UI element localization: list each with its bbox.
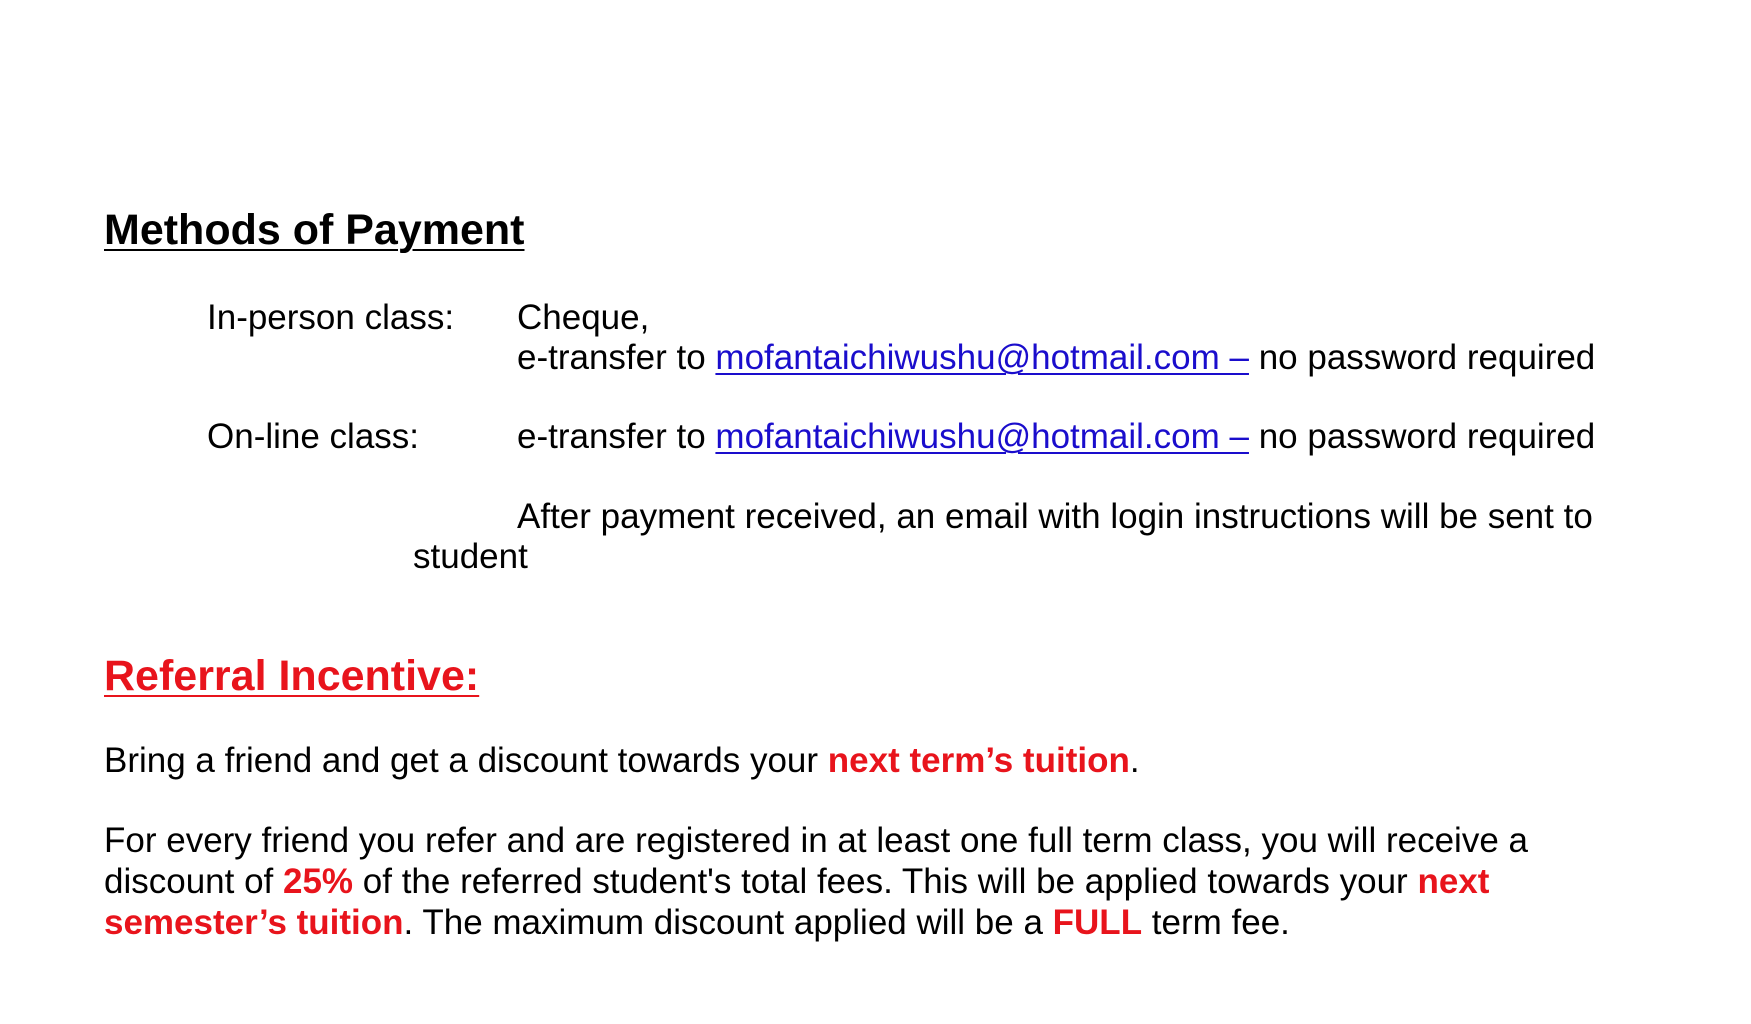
- etransfer-prefix: e-transfer to: [517, 417, 716, 456]
- referral-p2-highlight-next: next: [1417, 862, 1490, 901]
- referral-p1-suffix: .: [1129, 741, 1140, 780]
- payment-note-line2: student: [413, 537, 528, 576]
- payment-heading: Methods of Payment: [104, 206, 525, 254]
- payment-note-line1: After payment received, an email with login instructions will be sent to: [517, 497, 1593, 536]
- in-person-email-link[interactable]: mofantaichiwushu@hotmail.com –: [715, 338, 1249, 377]
- in-person-label: In-person class:: [207, 298, 455, 337]
- referral-paragraph-1: [104, 740, 1140, 781]
- etransfer-prefix: e-transfer to: [517, 338, 716, 377]
- referral-p2-text: discount of: [104, 862, 283, 901]
- referral-p1-prefix: Bring a friend and get a discount towards your: [104, 741, 828, 780]
- referral-paragraph-2-line3: [104, 902, 1290, 943]
- referral-p2-highlight-semester: semester’s tuition: [104, 903, 404, 942]
- referral-paragraph-2-line2: [104, 861, 1489, 902]
- referral-p1-highlight: next term’s tuition: [827, 741, 1130, 780]
- online-label: On-line class:: [207, 417, 420, 456]
- online-etransfer-line: [517, 417, 1595, 457]
- referral-p2-text: of the referred student's total fees. This will be applied towards your: [353, 862, 1418, 901]
- in-person-etransfer-line: [517, 338, 1595, 378]
- online-email-link[interactable]: mofantaichiwushu@hotmail.com –: [715, 417, 1249, 456]
- referral-p2-highlight-full: FULL: [1052, 903, 1143, 942]
- referral-heading: Referral Incentive:: [104, 652, 480, 700]
- referral-paragraph-2-line1: For every friend you refer and are registered in at least one full term class, you will receive a: [104, 821, 1528, 860]
- referral-p2-text: . The maximum discount applied will be a: [403, 903, 1053, 942]
- etransfer-suffix: no password required: [1248, 417, 1596, 456]
- etransfer-suffix: no password required: [1248, 338, 1596, 377]
- referral-discount-percent: 25%: [283, 862, 354, 901]
- referral-p2-text: term fee.: [1142, 903, 1290, 942]
- in-person-cheque: Cheque,: [517, 298, 650, 337]
